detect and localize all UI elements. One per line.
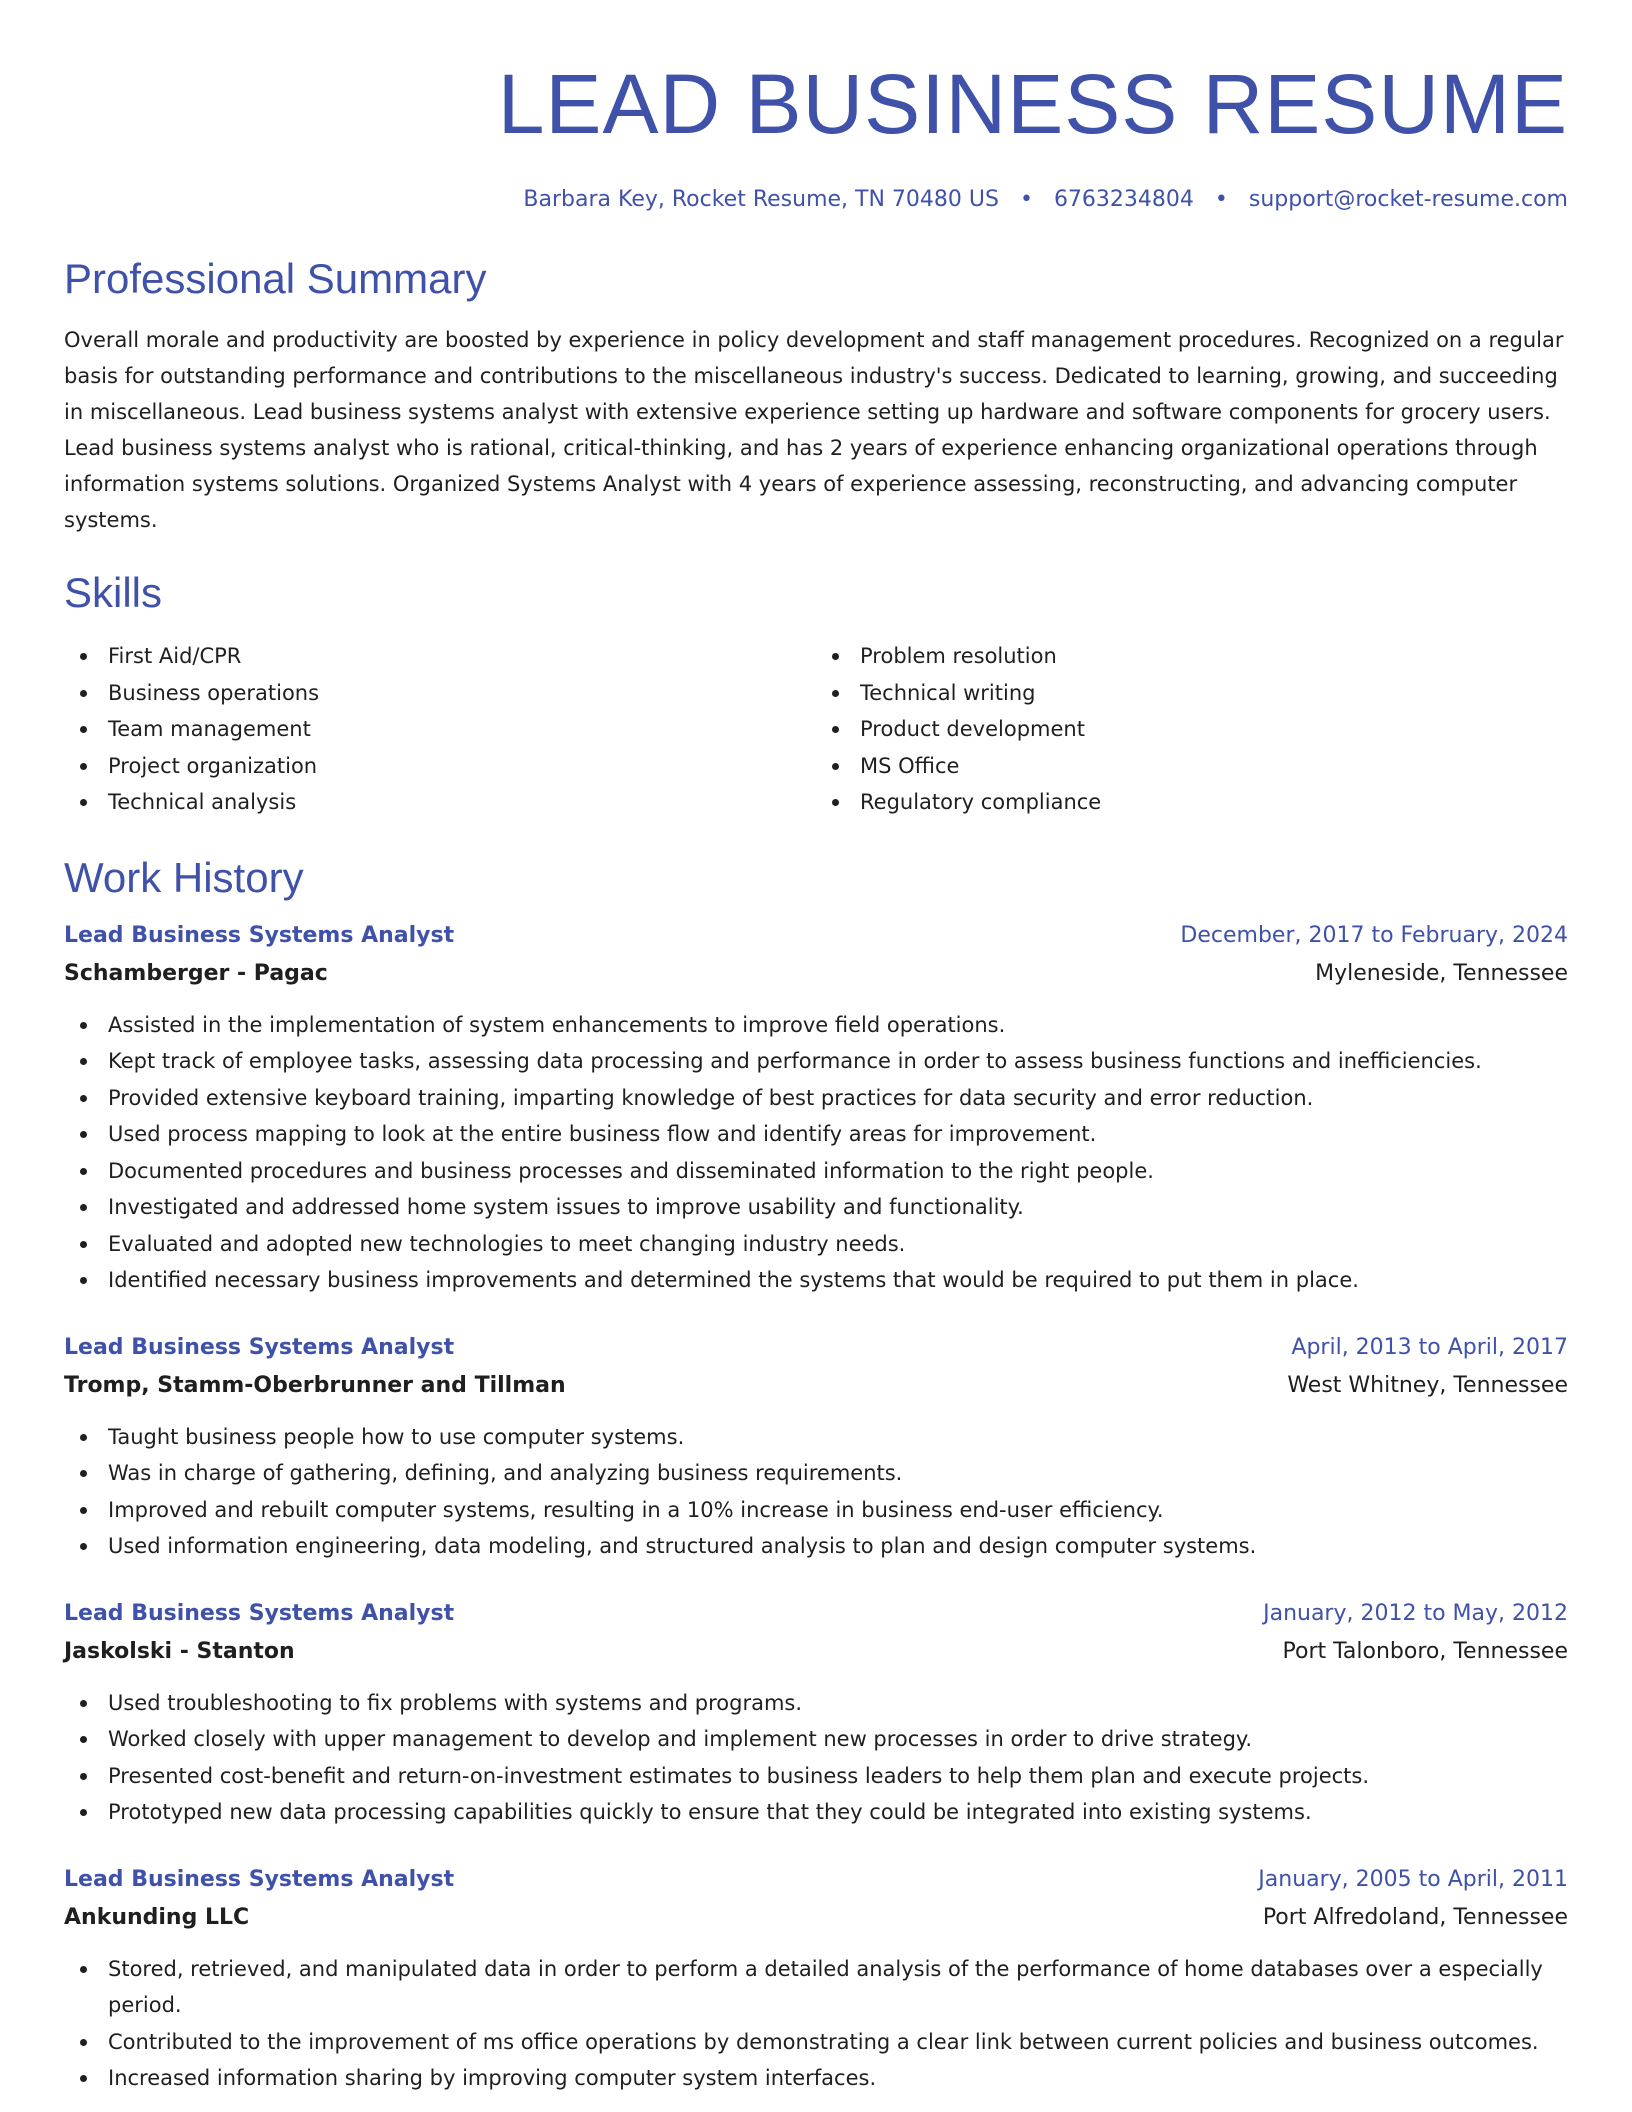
duty-list xyxy=(64,1685,1568,1831)
skill-item: Regulatory compliance xyxy=(816,784,1568,821)
job-company-row xyxy=(64,1899,1568,1937)
summary-section xyxy=(64,254,1568,538)
job-entry xyxy=(64,917,1568,1299)
work-history-heading: Work History xyxy=(64,853,304,901)
skills-grid xyxy=(64,638,1568,821)
job-title-row xyxy=(64,1861,1568,1899)
job-list xyxy=(64,917,1568,2097)
job-entry xyxy=(64,1861,1568,2097)
duty-item: Presented cost-benefit and return-on-investment estimates to business leaders to help them plan and execute projects. xyxy=(64,1758,1568,1795)
job-dates: January, 2012 to May, 2012 xyxy=(1263,1600,1568,1626)
duty-item: Identified necessary business improvements and determined the systems that would be required to put them in place. xyxy=(64,1262,1568,1299)
skill-item: MS Office xyxy=(816,748,1568,785)
job-entry xyxy=(64,1595,1568,1831)
skill-item: Business operations xyxy=(64,675,816,712)
duty-item: Stored, retrieved, and manipulated data in order to perform a detailed analysis of the performance of home databases over a especially period. xyxy=(64,1951,1568,2024)
duty-item: Assisted in the implementation of system enhancements to improve field operations. xyxy=(64,1007,1568,1044)
company-name: Ankunding LLC xyxy=(64,1904,250,1930)
duty-item: Evaluated and adopted new technologies to meet changing industry needs. xyxy=(64,1226,1568,1263)
duty-item: Worked closely with upper management to develop and implement new processes in order to drive strategy. xyxy=(64,1721,1568,1758)
duty-item: Contributed to the improvement of ms office operations by demonstrating a clear link between current policies and business outcomes. xyxy=(64,2024,1568,2061)
skill-item: Problem resolution xyxy=(816,638,1568,675)
duty-item: Taught business people how to use computer systems. xyxy=(64,1419,1568,1456)
skills-section xyxy=(64,568,1568,821)
job-title-row xyxy=(64,917,1568,955)
job-title: Lead Business Systems Analyst xyxy=(64,1334,455,1360)
duty-item: Was in charge of gathering, defining, and analyzing business requirements. xyxy=(64,1455,1568,1492)
duty-list xyxy=(64,1007,1568,1299)
job-entry xyxy=(64,1329,1568,1565)
skills-heading: Skills xyxy=(64,569,163,616)
duty-list xyxy=(64,1951,1568,2097)
duty-item: Increased information sharing by improving computer system interfaces. xyxy=(64,2060,1568,2097)
duty-item: Kept track of employee tasks, assessing data processing and performance in order to assess business functions and inefficiencies. xyxy=(64,1043,1568,1080)
skill-item: Technical writing xyxy=(816,675,1568,712)
skill-item: First Aid/CPR xyxy=(64,638,816,675)
duty-list xyxy=(64,1419,1568,1565)
resume-header xyxy=(64,0,1568,214)
contact-separator: • xyxy=(1019,187,1033,212)
summary-heading: Professional Summary xyxy=(64,255,487,302)
skill-item: Project organization xyxy=(64,748,816,785)
duty-item: Used process mapping to look at the entire business flow and identify areas for improvement. xyxy=(64,1116,1568,1153)
job-title: Lead Business Systems Analyst xyxy=(64,1600,455,1626)
duty-item: Improved and rebuilt computer systems, resulting in a 10% increase in business end-user efficiency. xyxy=(64,1492,1568,1529)
skills-column-right xyxy=(816,638,1568,821)
job-title: Lead Business Systems Analyst xyxy=(64,922,455,948)
job-title-row xyxy=(64,1329,1568,1367)
job-dates: January, 2005 to April, 2011 xyxy=(1258,1866,1568,1892)
job-location: Port Alfredoland, Tennessee xyxy=(1262,1904,1568,1930)
skills-column-left xyxy=(64,638,816,821)
duty-item: Investigated and addressed home system issues to improve usability and functionality. xyxy=(64,1189,1568,1226)
duty-item: Provided extensive keyboard training, imparting knowledge of best practices for data security and error reduction. xyxy=(64,1080,1568,1117)
job-title-row xyxy=(64,1595,1568,1633)
job-dates: April, 2013 to April, 2017 xyxy=(1291,1334,1568,1360)
job-location: West Whitney, Tennessee xyxy=(1287,1372,1568,1398)
work-history-section xyxy=(64,853,1568,2097)
job-title: Lead Business Systems Analyst xyxy=(64,1866,455,1892)
duty-item: Used troubleshooting to fix problems with systems and programs. xyxy=(64,1685,1568,1722)
company-name: Jaskolski - Stanton xyxy=(64,1638,295,1664)
company-name: Schamberger - Pagac xyxy=(64,960,328,986)
duty-item: Prototyped new data processing capabilities quickly to ensure that they could be integrated into existing systems. xyxy=(64,1794,1568,1831)
summary-text: Overall morale and productivity are boosted by experience in policy development and staff management procedures. Recognized on a regular basis for outstanding performance and contributions to the miscellaneous industry's success. Dedicated to learning, growing, and succeeding in miscellaneous. Lead business systems analyst with extensive experience setting up hardware and software components for grocery users. Lead business systems analyst who is rational, critical-thinking, and has 2 years of experience enhancing organizational operations through information systems solutions. Organized Systems Analyst with 4 years of experience assessing, reconstructing, and advancing computer systems. xyxy=(64,328,1564,532)
job-location: Myleneside, Tennessee xyxy=(1315,960,1568,986)
contact-address: Barbara Key, Rocket Resume, TN 70480 US xyxy=(523,187,999,212)
company-name: Tromp, Stamm-Oberbrunner and Tillman xyxy=(64,1372,566,1398)
job-location: Port Talonboro, Tennessee xyxy=(1282,1638,1568,1664)
duty-item: Used information engineering, data modeling, and structured analysis to plan and design computer systems. xyxy=(64,1528,1568,1565)
contact-separator: • xyxy=(1214,187,1228,212)
contact-email: support@rocket-resume.com xyxy=(1248,187,1568,212)
job-company-row xyxy=(64,1367,1568,1405)
contact-phone: 6763234804 xyxy=(1053,187,1194,212)
resume-title: LEAD BUSINESS RESUME xyxy=(497,57,1568,151)
job-dates: December, 2017 to February, 2024 xyxy=(1180,922,1568,948)
job-company-row xyxy=(64,955,1568,993)
duty-item: Documented procedures and business processes and disseminated information to the right people. xyxy=(64,1153,1568,1190)
skill-item: Team management xyxy=(64,711,816,748)
job-company-row xyxy=(64,1633,1568,1671)
skill-item: Product development xyxy=(816,711,1568,748)
skill-item: Technical analysis xyxy=(64,784,816,821)
contact-line xyxy=(64,186,1568,214)
